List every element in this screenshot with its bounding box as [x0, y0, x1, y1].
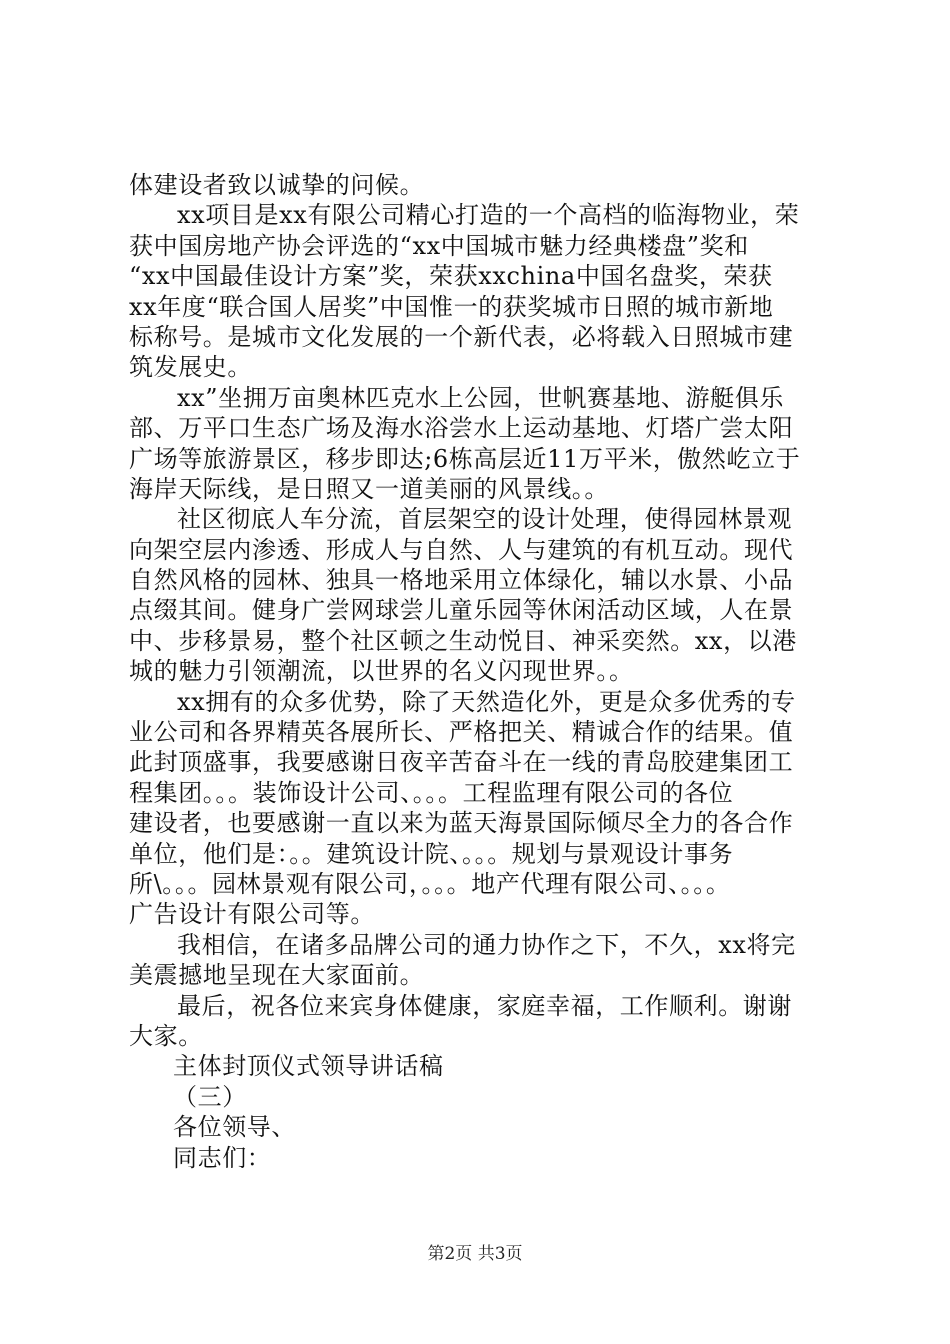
text-line: 广告设计有限公司等。 [129, 900, 375, 929]
text-line: 美震撼地呈现在大家面前。 [129, 961, 425, 990]
text-line: 筑发展史。 [129, 353, 252, 382]
section-number: （三） [173, 1082, 247, 1111]
text-line: 程集团。。。装饰设计公司、。。。工程监理有限公司的各位 [129, 778, 734, 807]
document-body [129, 170, 835, 1173]
paragraph-start-line: xx拥有的众多优势，除了天然造化外，更是众多优秀的专 [177, 687, 796, 716]
text-line: 标称号。是城市文化发展的一个新代表，必将载入日照城市建 [129, 322, 794, 351]
salutation-line: 同志们： [173, 1143, 272, 1172]
page-number-footer: 第2页 共3页 [427, 1244, 523, 1264]
text-line: 点缀其间。健身广尝网球尝儿童乐园等休闲活动区域，人在景 [129, 596, 794, 625]
text-line: 获中国房地产协会评选的“xx中国城市魅力经典楼盘”奖和 [129, 231, 749, 260]
text-line: 此封顶盛事，我要感谢日夜辛苦奋斗在一线的青岛胶建集团工 [129, 748, 794, 777]
paragraph-start-line: 社区彻底人车分流，首层架空的设计处理，使得园林景观 [177, 505, 792, 534]
text-line: 体建设者致以诚挚的问候。 [129, 171, 425, 199]
text-line: 广场等旅游景区，移步即达;6栋高层近11万平米，傲然屹立于 [129, 444, 801, 473]
text-line: 所\。。。园林景观有限公司，。。。地产代理有限公司、。。。 [129, 869, 731, 898]
text-line: 单位，他们是：。。建筑设计院、。。。规划与景观设计事务 [129, 839, 734, 868]
text-line: xx年度“联合国人居奖”中国惟一的获奖城市日照的城市新地 [129, 292, 774, 321]
text-line: 业公司和各界精英各展所长、严格把关、精诚合作的结果。值 [129, 718, 794, 747]
text-line: “xx中国最佳设计方案”奖，荣获xxchina中国名盘奖，荣获 [129, 262, 773, 291]
text-line: 大家。 [129, 1021, 203, 1050]
paragraph-start-line: 我相信，在诸多品牌公司的通力协作之下，不久，xx将完 [177, 930, 796, 959]
section-title: 主体封顶仪式领导讲话稿 [173, 1052, 444, 1081]
text-line: 部、万平口生态广场及海水浴尝水上运动基地、灯塔广尝太阳 [129, 414, 794, 443]
text-line: 建设者，也要感谢一直以来为蓝天海景国际倾尽全力的各合作 [129, 809, 794, 838]
paragraph-start-line: xx”坐拥万亩奥林匹克水上公园，世帆赛基地、游艇俱乐 [177, 383, 784, 412]
salutation-line: 各位领导、 [173, 1113, 296, 1142]
text-line: 向架空层内渗透、形成人与自然、人与建筑的有机互动。现代 [129, 535, 794, 564]
text-line: 城的魅力引领潮流，以世界的名义闪现世界。。 [129, 657, 634, 686]
text-line: 中、步移景易，整个社区顿之生动悦目、神采奕然。xx，以港 [129, 626, 797, 655]
text-line: 海岸天际线，是日照又一道美丽的风景线。。 [129, 474, 609, 503]
paragraph-start-line: xx项目是xx有限公司精心打造的一个高档的临海物业，荣 [177, 201, 800, 230]
text-line: 自然风格的园林、独具一格地采用立体绿化，辅以水景、小品 [129, 566, 794, 595]
paragraph-start-line: 最后，祝各位来宾身体健康，家庭幸福，工作顺利。谢谢 [177, 991, 792, 1020]
